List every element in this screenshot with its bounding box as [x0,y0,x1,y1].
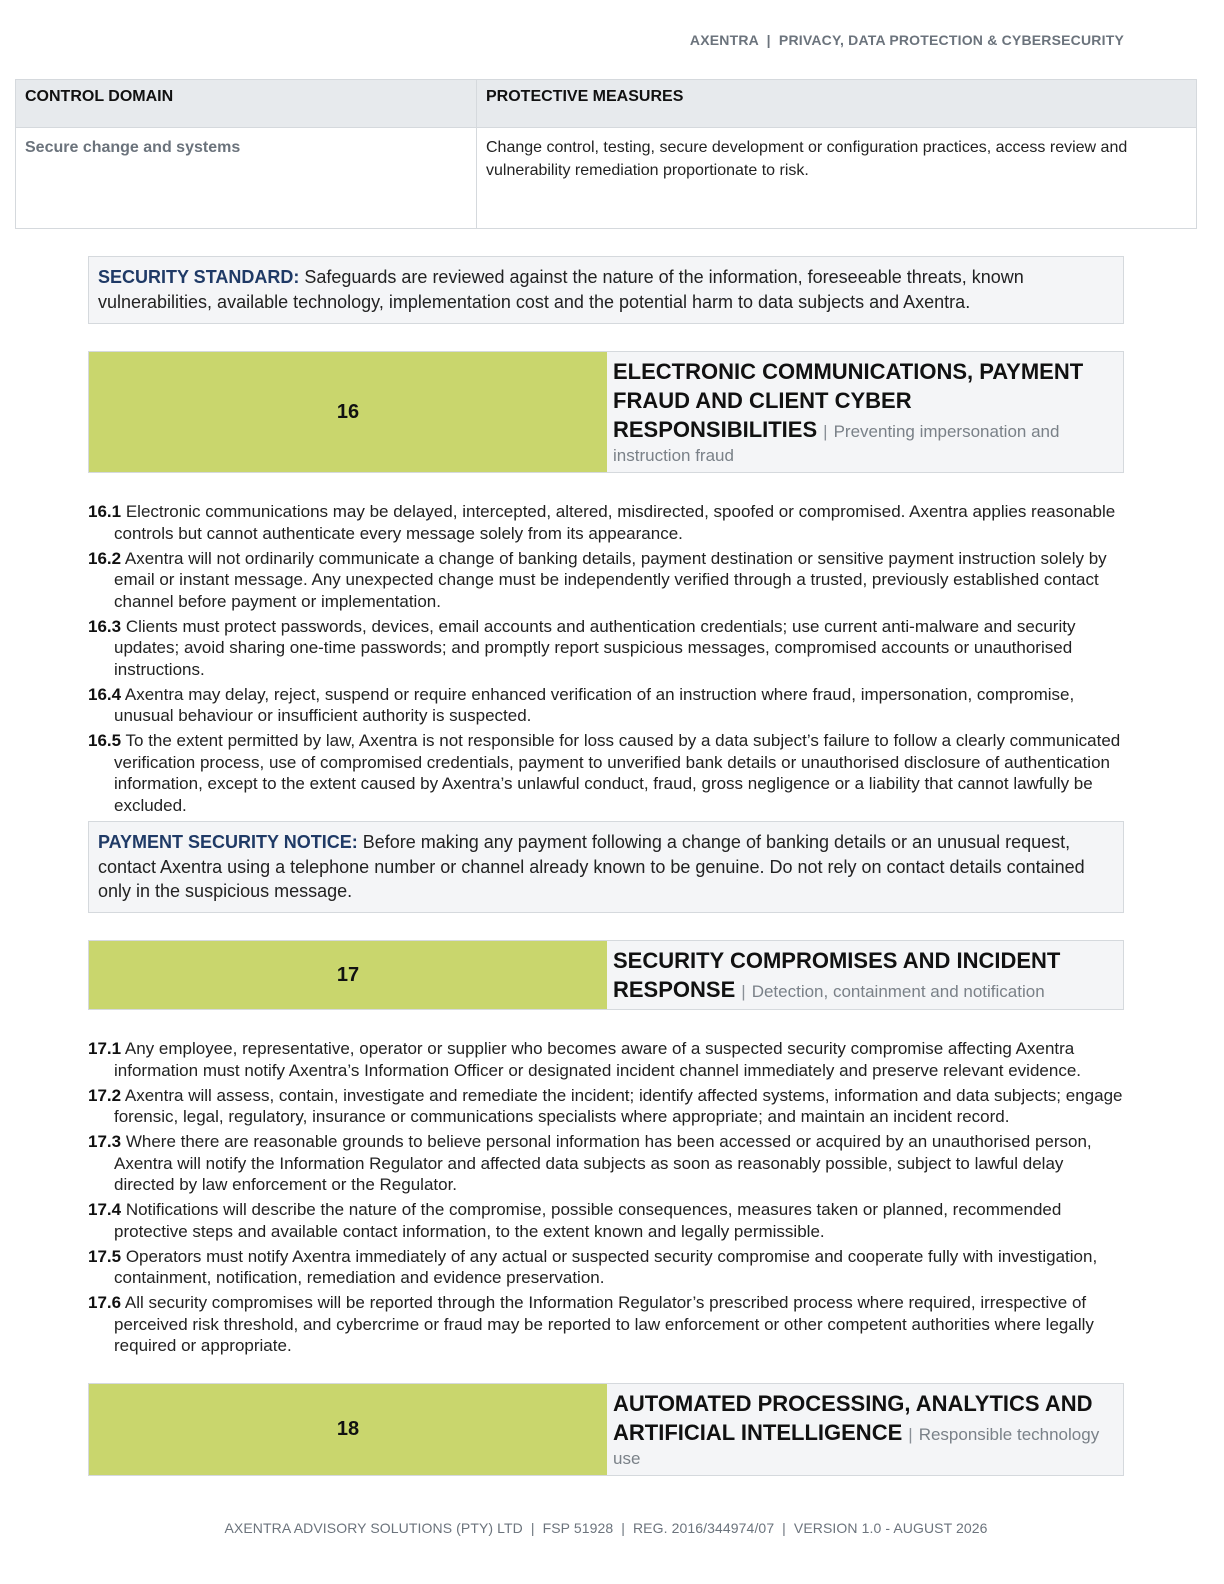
section-subtitle: Responsible technology use [613,1425,1100,1468]
section-17-header [88,940,1124,1010]
security-standard-text: Safeguards are reviewed against the nature of the information, foreseeable threats, known vulnerabilities, available technology, implementation cost and the potential harm to data subjects and Axentra. [98,267,1024,312]
list-item [88,1038,1128,1081]
list-item [88,548,1128,613]
clause-text: All security compromises will be reported through the Information Regulator’s prescribed process where required, irrespective of perceived risk threshold, and cybercrime or fraud may be reported to law enforcement or other competent authorities where legally required or appropriate. [114,1293,1094,1355]
section-number: 16 [89,352,607,472]
protective-measures-header: PROTECTIVE MEASURES [477,80,1197,128]
security-standard-callout [88,256,1124,324]
list-item [88,1085,1128,1128]
clause-number: 17.1 [88,1039,122,1058]
clause-number: 17.3 [88,1132,122,1151]
list-item [88,1131,1128,1196]
section-number: 17 [89,941,607,1009]
clause-number: 17.6 [88,1293,122,1312]
list-item [88,616,1128,681]
payment-security-notice [88,821,1124,913]
table-row [16,128,1197,229]
section-16-clauses [88,501,1128,820]
section-title: SECURITY COMPROMISES AND INCIDENT RESPONSE [613,948,1061,1002]
table-header-row [16,80,1197,128]
clause-text: Axentra may delay, reject, suspend or require enhanced verification of an instruction where fraud, impersonation, compromise, unusual behaviour or insufficient authority is suspected. [114,684,1075,725]
page-footer: AXENTRA ADVISORY SOLUTIONS (PTY) LTD | FSP 51928 | REG. 2016/344974/07 | VERSION 1.0 - AUGUST 2026 [224,1520,988,1536]
list-item [88,1199,1128,1242]
section-subtitle: Detection, containment and notification [751,982,1045,1001]
clause-number: 17.5 [88,1246,122,1266]
clause-number: 16.4 [88,684,122,704]
list-item [88,684,1128,727]
section-title-box [607,352,1123,472]
clause-text: Axentra will assess, contain, investigate and remediate the incident; identify affected systems, information and data subjects; engage forensic, legal, regulatory, insurance or communications specialists where appropriate; and maintain an incident record. [114,1085,1123,1126]
section-title-box [607,1384,1123,1475]
payment-notice-label: PAYMENT SECURITY NOTICE: [98,832,358,852]
clause-number: 16.5 [88,731,122,750]
clause-text: Notifications will describe the nature of the compromise, possible consequences, measures taken or planned, recommended protective steps and available contact information, to the extent known and legally permissible. [114,1200,1062,1241]
section-18-header [88,1383,1124,1476]
clause-text: Clients must protect passwords, devices, email accounts and authentication credentials; use current anti-malware and security updates; avoid sharing one-time passwords; and promptly report suspicious messages, compromised accounts or unauthorised instructions. [114,616,1076,679]
clause-number: 16.2 [88,548,122,568]
payment-notice-text: Before making any payment following a change of banking details or an unusual request, contact Axentra using a telephone number or channel already known to be genuine. Do not rely on contact details contained only in the suspicious message. [98,832,1085,901]
security-standard-label: SECURITY STANDARD: [98,267,300,287]
running-header: AXENTRA | PRIVACY, DATA PROTECTION & CYBERSECURITY [689,32,1124,48]
clause-number: 17.4 [88,1200,122,1219]
clause-number: 17.2 [88,1085,122,1105]
protective-measures-cell: Change control, testing, secure development or configuration practices, access review and vulnerability remediation proportionate to risk. [477,128,1197,229]
list-item [88,1292,1128,1357]
section-16-header [88,351,1124,473]
clause-text: Operators must notify Axentra immediately of any actual or suspected security compromise and cooperate fully with investigation, containment, notification, remediation and evidence preservation. [114,1246,1098,1287]
section-title-box [607,941,1123,1009]
title-separator: | [908,1425,913,1444]
control-domain-table [15,79,1197,229]
clause-text: Electronic communications may be delayed, intercepted, altered, misdirected, spoofed or compromised. Axentra applies reasonable controls but cannot authenticate every message solely from its appearance. [114,502,1116,543]
title-separator: | [741,982,746,1001]
clause-text: Axentra will not ordinarily communicate a change of banking details, payment destination or sensitive payment instruction solely by email or instant message. Any unexpected change must be independently verified through a trusted, previously established contact channel before payment or implementation. [114,548,1107,611]
clause-text: To the extent permitted by law, Axentra is not responsible for loss caused by a data subject’s failure to follow a clearly communicated verification process, use of compromised credentials, payment to unverified bank details or unauthorised disclosure of authentication information, except to the extent caused by Axentra’s unlawful conduct, fraud, gross negligence or a liability that cannot lawfully be excluded. [114,731,1121,815]
list-item [88,501,1128,544]
control-domain-header: CONTROL DOMAIN [16,80,477,128]
clause-text: Where there are reasonable grounds to believe personal information has been accessed or acquired by an unauthorised person, Axentra will notify the Information Regulator and affected data subjects as soon as reasonably possible, subject to lawful delay directed by law enforcement or the Regulator. [114,1132,1092,1194]
title-separator: | [823,422,828,441]
list-item [88,730,1128,816]
clause-number: 16.3 [88,616,122,636]
section-number: 18 [89,1384,607,1475]
section-subtitle: Preventing impersonation and instruction fraud [613,422,1060,465]
section-17-clauses [88,1038,1128,1360]
list-item [88,1246,1128,1289]
control-domain-cell: Secure change and systems [16,128,477,229]
clause-text: Any employee, representative, operator or supplier who becomes aware of a suspected security compromise affecting Axentra information must notify Axentra’s Information Officer or designated incident channel immediately and preserve relevant evidence. [114,1039,1081,1080]
clause-number: 16.1 [88,502,122,521]
section-title: AUTOMATED PROCESSING, ANALYTICS AND ARTIFICIAL INTELLIGENCE [613,1391,1093,1445]
section-title: ELECTRONIC COMMUNICATIONS, PAYMENT FRAUD AND CLIENT CYBER RESPONSIBILITIES [613,359,1084,442]
